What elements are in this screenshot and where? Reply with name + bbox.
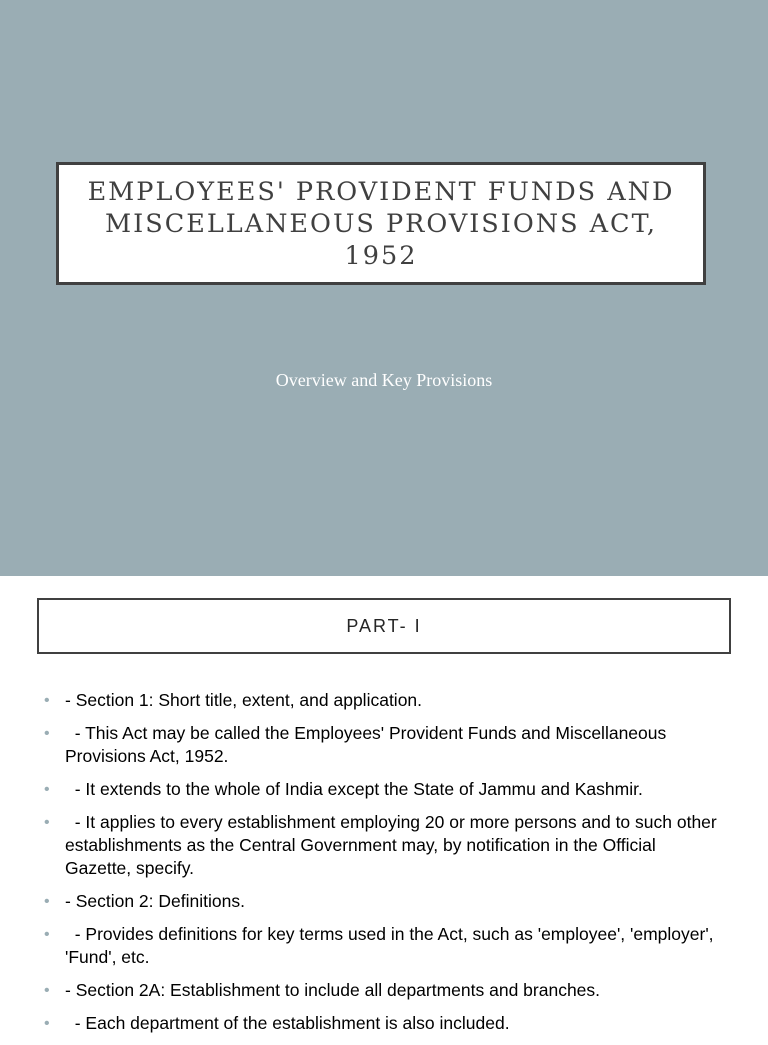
slide-subtitle: Overview and Key Provisions — [275, 370, 493, 390]
bullet-text: - It extends to the whole of India except the State of Jammu and Kashmir. — [65, 779, 643, 799]
bullet-list — [0, 689, 768, 1045]
bullet-text: - Each department of the establishment is also included. — [65, 1013, 510, 1033]
bullet-item — [0, 778, 768, 801]
content-slide — [0, 576, 768, 1033]
bullet-text: - Provides definitions for key terms used in the Act, such as 'employee', 'employer', 'Fund', etc. — [65, 924, 719, 967]
bullet-item — [0, 890, 768, 913]
bullet-item — [0, 811, 768, 880]
bullet-icon: • — [44, 814, 50, 831]
slide-title: EMPLOYEES' PROVIDENT FUNDS AND MISCELLANEOUS PROVISIONS ACT, 1952 — [87, 176, 675, 271]
bullet-item — [0, 923, 768, 969]
bullet-icon: • — [44, 725, 50, 742]
section-heading-box — [37, 598, 731, 654]
bullet-item — [0, 979, 768, 1002]
bullet-icon: • — [44, 982, 50, 999]
bullet-item — [0, 722, 768, 768]
bullet-icon: • — [44, 926, 50, 943]
bullet-text: - Section 1: Short title, extent, and application. — [65, 690, 423, 710]
bullet-text: - This Act may be called the Employees' Provident Funds and Miscellaneous Provisions Act, 1952. — [65, 723, 672, 766]
bullet-item — [0, 689, 768, 712]
section-heading: PART- I — [346, 615, 422, 636]
title-box — [56, 162, 706, 285]
bullet-icon: • — [44, 692, 50, 709]
bullet-text: - Section 2A: Establishment to include all departments and branches. — [65, 980, 601, 1000]
bullet-icon: • — [44, 781, 50, 798]
bullet-text: - It applies to every establishment employing 20 or more persons and to such other establishments as the Central Government may, by notification in the Official Gazette, specify. — [65, 812, 722, 878]
bullet-text: - Section 2: Definitions. — [65, 891, 245, 911]
bullet-icon: • — [44, 893, 50, 910]
bullet-icon: • — [44, 1015, 50, 1032]
